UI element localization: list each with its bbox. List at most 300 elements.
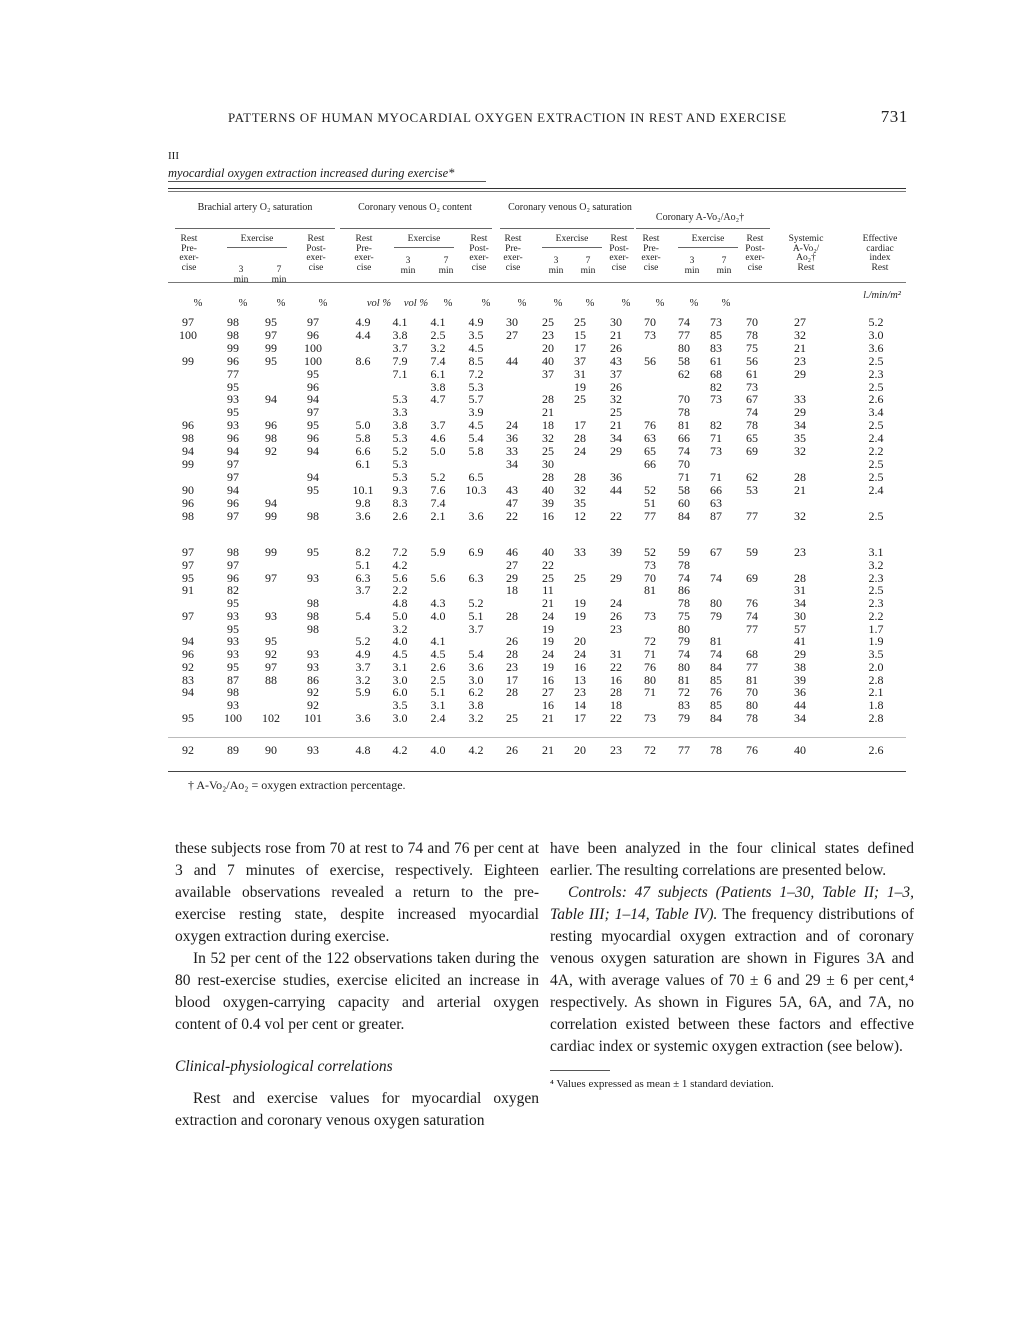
- table-cell: 80: [644, 672, 656, 687]
- unit-label: %: [621, 298, 631, 309]
- table-cell: 78: [746, 710, 758, 725]
- table-cell: 21: [542, 710, 554, 725]
- table-cell: 73: [644, 557, 656, 572]
- table-cell: 4.1: [392, 315, 408, 329]
- column-header: 7 min: [580, 256, 596, 276]
- table-cell: 72: [644, 634, 656, 649]
- table-cell: 25: [574, 392, 586, 407]
- table-cell: 34: [506, 456, 518, 471]
- table-cell: 22: [610, 710, 622, 725]
- unit-label: %: [318, 298, 328, 309]
- paragraph: In 52 per cent of the 122 observations taken during the 80 rest-exercise studies, exercise elicited an increase in blood oxygen-carrying capacity and arterial oxygen content of 0.4 vol per cent or greater.: [175, 950, 539, 1033]
- table-cell: 96: [307, 431, 319, 446]
- table-cell: 70: [746, 685, 758, 700]
- table-cell: 81: [710, 634, 722, 649]
- table-cell: 36: [794, 685, 806, 700]
- table-cell: 96: [227, 353, 239, 368]
- table-cell: 18: [610, 698, 622, 712]
- table-row: [0, 445, 1020, 457]
- table-cell: 78: [746, 327, 758, 342]
- section-heading: Clinical-physiological correlations: [175, 1058, 393, 1075]
- table-cell: 5.1: [355, 557, 371, 572]
- table-cell: 34: [794, 418, 806, 433]
- table-cell: 97: [265, 570, 277, 585]
- table-cell: 3.2: [355, 672, 371, 687]
- table-cell: 28: [794, 469, 806, 484]
- table-cell: 40: [542, 353, 554, 368]
- column-header: Rest Pre- exer- cise: [641, 234, 661, 273]
- table-cell: 74: [678, 647, 690, 661]
- unit-label: %: [517, 298, 527, 309]
- table-cell: 23: [574, 685, 586, 700]
- table-cell: 27: [506, 327, 518, 342]
- table-cell: 25: [574, 315, 586, 329]
- table-cell: 35: [794, 431, 806, 446]
- table-cell: 88: [265, 672, 277, 687]
- table-cell: 2.3: [868, 366, 884, 381]
- table-cell: 24: [506, 418, 518, 433]
- group-header-venous-content: Coronary venous O₂ content: [358, 202, 472, 213]
- table-cell: 5.3: [392, 392, 408, 407]
- table-cell: 76: [644, 418, 656, 433]
- table-cell: 65: [644, 444, 656, 458]
- table-cell: 32: [794, 327, 806, 342]
- table-cell: 5.9: [430, 545, 446, 559]
- table-cell: 3.2: [392, 621, 408, 636]
- table-cell: 63: [710, 495, 722, 510]
- table-cell: 82: [710, 418, 722, 433]
- table-cell: 19: [542, 621, 554, 636]
- table-cell: 3.7: [355, 659, 371, 674]
- unit-label: %: [553, 298, 563, 309]
- table-cell: 4.8: [392, 596, 408, 610]
- table-cell: 60: [678, 495, 690, 510]
- table-cell: 98: [265, 431, 277, 446]
- table-cell: 83: [182, 672, 194, 687]
- table-cell: 83: [710, 340, 722, 355]
- table-cell: 79: [678, 634, 690, 649]
- table-cell: 9.3: [392, 482, 408, 497]
- table-cell: 21: [794, 482, 806, 497]
- table-cell: 2.5: [868, 353, 884, 368]
- table-row: [0, 393, 1020, 405]
- table-row: [0, 559, 1020, 571]
- table-cell: 76: [644, 659, 656, 674]
- table-cell: 34: [610, 431, 622, 446]
- table-cell: 26: [506, 743, 518, 757]
- header-bottom-rule: [168, 282, 906, 283]
- table-cell: 4.2: [392, 557, 408, 572]
- table-cell: 97: [182, 557, 194, 572]
- table-cell: 7.9: [392, 353, 408, 368]
- table-cell: 17: [574, 710, 586, 725]
- table-cell: 25: [542, 570, 554, 585]
- table-row: [0, 419, 1020, 431]
- table-cell: 52: [644, 545, 656, 559]
- table-cell: 2.1: [868, 685, 884, 700]
- table-cell: 71: [644, 647, 656, 661]
- table-cell: 96: [265, 418, 277, 433]
- table-cell: 5.6: [392, 570, 408, 585]
- table-cell: 66: [644, 456, 656, 471]
- table-cell: 71: [710, 469, 722, 484]
- table-cell: 73: [644, 608, 656, 623]
- table-cell: 3.7: [468, 621, 484, 636]
- table-caption: myocardial oxygen extraction increased during exercise*: [168, 166, 455, 180]
- group-underline-2: [340, 228, 492, 229]
- table-cell: 22: [610, 508, 622, 523]
- table-cell: 24: [574, 647, 586, 661]
- table-cell: 96: [182, 495, 194, 510]
- table-cell: 93: [307, 570, 319, 585]
- table-cell: 2.4: [430, 710, 446, 725]
- table-cell: 100: [304, 353, 322, 368]
- table-cell: 74: [678, 444, 690, 458]
- table-cell: 5.2: [392, 444, 408, 458]
- table-cell: 63: [644, 431, 656, 446]
- paragraph: [550, 882, 914, 1058]
- table-cell: 2.5: [868, 379, 884, 394]
- table-cell: 3.0: [392, 710, 408, 725]
- group-underline-4: [636, 228, 770, 229]
- table-cell: 4.3: [430, 596, 446, 610]
- table-cell: 78: [678, 596, 690, 610]
- table-cell: 4.6: [430, 431, 446, 446]
- table-cell: 93: [227, 647, 239, 661]
- table-cell: 40: [542, 482, 554, 497]
- table-cell: 70: [644, 570, 656, 585]
- group-underline-3: [500, 228, 634, 229]
- paragraph: Rest and exercise values for myocardial oxygen extraction and coronary venous oxygen saturation: [175, 1090, 539, 1129]
- table-cell: 17: [506, 672, 518, 687]
- unit-label: vol %: [403, 298, 429, 309]
- table-number: III: [168, 150, 179, 162]
- table-cell: 5.0: [355, 418, 371, 433]
- column-header-exercise: Exercise: [407, 234, 441, 244]
- table-cell: 33: [794, 392, 806, 407]
- table-cell: 10.1: [352, 482, 374, 497]
- table-row: [0, 674, 1020, 686]
- table-cell: 91: [182, 583, 194, 598]
- table-row: [0, 368, 1020, 380]
- table-cell: 92: [307, 685, 319, 700]
- table-cell: 5.4: [355, 608, 371, 623]
- table-row: [0, 329, 1020, 341]
- table-cell: 3.2: [468, 710, 484, 725]
- table-cell: 100: [304, 340, 322, 355]
- table-cell: 28: [610, 685, 622, 700]
- paragraph-lead: Controls: 47 subjects (Patients 1–30, Table II; 1–3, Table III; 1–14, Table IV).: [550, 884, 914, 923]
- unit-label: %: [721, 298, 731, 309]
- table-cell: 5.2: [430, 469, 446, 484]
- table-cell: 23: [610, 621, 622, 636]
- table-cell: 76: [710, 685, 722, 700]
- table-cell: 41: [794, 634, 806, 649]
- table-cell: 4.9: [355, 315, 371, 329]
- table-cell: 57: [794, 621, 806, 636]
- table-cell: 77: [644, 508, 656, 523]
- table-cell: 81: [678, 418, 690, 433]
- group-header-brachial: Brachial artery O₂ saturation: [197, 202, 313, 213]
- unit-label: %: [585, 298, 595, 309]
- table-cell: 3.7: [430, 418, 446, 433]
- table-cell: 97: [227, 456, 239, 471]
- table-cell: 78: [678, 557, 690, 572]
- table-cell: 70: [644, 315, 656, 329]
- table-cell: 73: [710, 392, 722, 407]
- table-cell: 25: [610, 405, 622, 420]
- table-cell: 43: [610, 353, 622, 368]
- table-cell: 82: [227, 583, 239, 598]
- footnote-rule: [550, 1070, 610, 1071]
- column-header: 7 min: [438, 256, 454, 276]
- table-cell: 80: [746, 698, 758, 712]
- table-cell: 62: [678, 366, 690, 381]
- table-row: [0, 406, 1020, 418]
- table-cell: 2.6: [392, 508, 408, 523]
- table-cell: 25: [574, 570, 586, 585]
- table-cell: 24: [574, 444, 586, 458]
- table-cell: 5.7: [468, 392, 484, 407]
- table-cell: 21: [610, 327, 622, 342]
- table-cell: 2.8: [868, 672, 884, 687]
- table-cell: 97: [182, 315, 194, 329]
- table-cell: 3.3: [392, 405, 408, 420]
- table-cell: 37: [542, 366, 554, 381]
- table-cell: 29: [610, 444, 622, 458]
- table-cell: 92: [182, 743, 194, 757]
- table-cell: 4.0: [430, 608, 446, 623]
- table-cell: 28: [794, 570, 806, 585]
- table-cell: 84: [710, 710, 722, 725]
- table-cell: 8.2: [355, 545, 371, 559]
- table-cell: 1.8: [868, 698, 884, 712]
- table-cell: 98: [182, 508, 194, 523]
- table-row: [0, 484, 1020, 496]
- table-cell: 5.4: [468, 431, 484, 446]
- table-cell: 95: [227, 405, 239, 420]
- table-cell: 4.0: [392, 634, 408, 649]
- table-cell: 51: [644, 495, 656, 510]
- table-cell: 18: [506, 583, 518, 598]
- running-head: [228, 107, 908, 126]
- table-cell: 90: [265, 743, 277, 757]
- page-number: 731: [880, 107, 908, 126]
- table-cell: 26: [506, 634, 518, 649]
- table-row: [0, 623, 1020, 635]
- table-cell: 78: [746, 418, 758, 433]
- table-cell: 6.5: [468, 469, 484, 484]
- table-cell: 97: [227, 557, 239, 572]
- unit-label: %: [238, 298, 248, 309]
- table-cell: 56: [644, 353, 656, 368]
- table-row: [0, 510, 1020, 522]
- table-cell: 58: [678, 353, 690, 368]
- table-cell: 39: [542, 495, 554, 510]
- table-cell: 25: [506, 710, 518, 725]
- table-cell: 95: [227, 621, 239, 636]
- column-header: 3 min: [684, 256, 700, 276]
- table-cell: 2.5: [430, 327, 446, 342]
- paragraph: these subjects rose from 70 at rest to 74 and 76 per cent at 3 and 7 minutes of exercise, respectively. Eighteen available observations revealed a return to the pre-exercise resting state, despite increased myocardial oxygen extraction during exercise.: [175, 840, 539, 945]
- table-cell: 94: [182, 634, 194, 649]
- table-cell: 2.6: [868, 743, 884, 757]
- table-cell: 86: [307, 672, 319, 687]
- table-cell: 30: [610, 315, 622, 329]
- table-cell: 93: [307, 647, 319, 661]
- table-cell: 32: [610, 392, 622, 407]
- table-cell: 4.9: [355, 647, 371, 661]
- table-cell: 20: [574, 743, 586, 757]
- table-cell: 30: [506, 315, 518, 329]
- table-row: [0, 712, 1020, 724]
- table-cell: 96: [227, 431, 239, 446]
- table-cell: 82: [710, 379, 722, 394]
- table-cell: 94: [227, 444, 239, 458]
- column-header: 3 min: [548, 256, 564, 276]
- table-cell: 6.9: [468, 545, 484, 559]
- table-cell: 8.6: [355, 353, 371, 368]
- table-cell: 77: [678, 743, 690, 757]
- table-row: [0, 458, 1020, 470]
- text-column-left: [175, 838, 539, 1132]
- table-cell: 74: [746, 405, 758, 420]
- table-cell: 59: [746, 545, 758, 559]
- table-cell: 92: [182, 659, 194, 674]
- table-row: [0, 572, 1020, 584]
- table-cell: 28: [574, 469, 586, 484]
- table-cell: 17: [574, 418, 586, 433]
- table-cell: 28: [506, 685, 518, 700]
- table-cell: 98: [307, 508, 319, 523]
- table-cell: 3.5: [468, 327, 484, 342]
- table-cell: 5.3: [392, 456, 408, 471]
- table-cell: 5.2: [468, 596, 484, 610]
- table-cell: 34: [794, 710, 806, 725]
- table-cell: 97: [307, 315, 319, 329]
- table-row: [0, 661, 1020, 673]
- table-cell: 32: [794, 508, 806, 523]
- table-cell: 74: [678, 570, 690, 585]
- table-cell: 86: [678, 583, 690, 598]
- table-cell: 31: [794, 583, 806, 598]
- table-cell: 93: [307, 743, 319, 757]
- group-header-av-extraction: Coronary A-Vo₂/Ao₂†: [655, 212, 745, 223]
- table-cell: 5.3: [468, 379, 484, 394]
- table-row: [0, 381, 1020, 393]
- table-cell: 98: [227, 545, 239, 559]
- table-cell: 5.1: [430, 685, 446, 700]
- table-cell: 99: [182, 456, 194, 471]
- table-cell: 95: [182, 570, 194, 585]
- table-row: [0, 597, 1020, 609]
- table-cell: 92: [307, 698, 319, 712]
- table-cell: 26: [610, 340, 622, 355]
- table-cell: 3.0: [468, 672, 484, 687]
- table-cell: 44: [506, 353, 518, 368]
- table-cell: 27: [794, 315, 806, 329]
- table-cell: 12: [574, 508, 586, 523]
- table-cell: 3.1: [868, 545, 884, 559]
- unit-label: %: [276, 298, 286, 309]
- table-cell: 35: [574, 495, 586, 510]
- table-cell: 85: [710, 672, 722, 687]
- table-row: [0, 686, 1020, 698]
- table-footnote: † A-Vo₂/Ao₂ = oxygen extraction percentage.: [188, 778, 406, 792]
- table-cell: 77: [746, 621, 758, 636]
- table-cell: 53: [746, 482, 758, 497]
- paragraph-rest: The frequency distributions of resting myocardial oxygen extraction and of coronary venous oxygen saturation are shown in Figures 3A and 4A, with average values of 70 ± 6 and 29 ± 6 per cent,⁴ respectively. As shown in Figures 5A, 6A, and 7A, no correlation existed between these factors and effective cardiac index or systemic oxygen extraction (see below).: [550, 906, 914, 1055]
- table-row: [0, 497, 1020, 509]
- table-cell: 7.2: [392, 545, 408, 559]
- table-cell: 69: [746, 570, 758, 585]
- table-cell: 24: [610, 596, 622, 610]
- table-cell: 7.1: [392, 366, 408, 381]
- table-cell: 5.1: [468, 608, 484, 623]
- table-cell: 6.3: [355, 570, 371, 585]
- column-header: Rest Post- exer- cise: [745, 234, 765, 273]
- table-cell: 2.6: [430, 659, 446, 674]
- unit-label: vol %: [366, 298, 392, 309]
- table-cell: 72: [644, 743, 656, 757]
- table-cell: 99: [227, 340, 239, 355]
- table-cell: 2.3: [868, 570, 884, 585]
- table-cell: 58: [678, 482, 690, 497]
- table-cell: 6.1: [355, 456, 371, 471]
- table-cell: 102: [262, 710, 280, 725]
- table-cell: 80: [678, 659, 690, 674]
- table-cell: 3.2: [430, 340, 446, 355]
- table-cell: 1.9: [868, 634, 884, 649]
- table-cell: 77: [227, 366, 239, 381]
- table-cell: 21: [794, 340, 806, 355]
- table-cell: 99: [265, 340, 277, 355]
- table-cell: 61: [710, 353, 722, 368]
- table-cell: 29: [794, 647, 806, 661]
- table-cell: 72: [678, 685, 690, 700]
- table-cell: 5.8: [355, 431, 371, 446]
- table-cell: 78: [710, 743, 722, 757]
- table-cell: 5.9: [355, 685, 371, 700]
- table-cell: 73: [710, 444, 722, 458]
- table-cell: 28: [542, 469, 554, 484]
- table-cell: 81: [746, 672, 758, 687]
- table-cell: 31: [574, 366, 586, 381]
- table-cell: 5.0: [392, 608, 408, 623]
- table-cell: 21: [610, 418, 622, 433]
- table-cell: 33: [574, 545, 586, 559]
- table-row: [0, 546, 1020, 558]
- table-cell: 20: [542, 340, 554, 355]
- table-cell: 95: [307, 482, 319, 497]
- table-cell: 59: [678, 545, 690, 559]
- unit-label: %: [655, 298, 665, 309]
- table-cell: 3.6: [868, 340, 884, 355]
- table-cell: 76: [746, 596, 758, 610]
- table-cell: 4.5: [468, 418, 484, 433]
- table-cell: 6.3: [468, 570, 484, 585]
- table-cell: 96: [227, 570, 239, 585]
- table-cell: 97: [182, 545, 194, 559]
- table-cell: 2.5: [868, 418, 884, 433]
- table-row: [0, 584, 1020, 596]
- table-cell: 25: [542, 444, 554, 458]
- table-cell: 94: [265, 392, 277, 407]
- table-cell: 8.3: [392, 495, 408, 510]
- table-cell: 71: [644, 685, 656, 700]
- table-cell: 74: [710, 647, 722, 661]
- table-cell: 77: [746, 508, 758, 523]
